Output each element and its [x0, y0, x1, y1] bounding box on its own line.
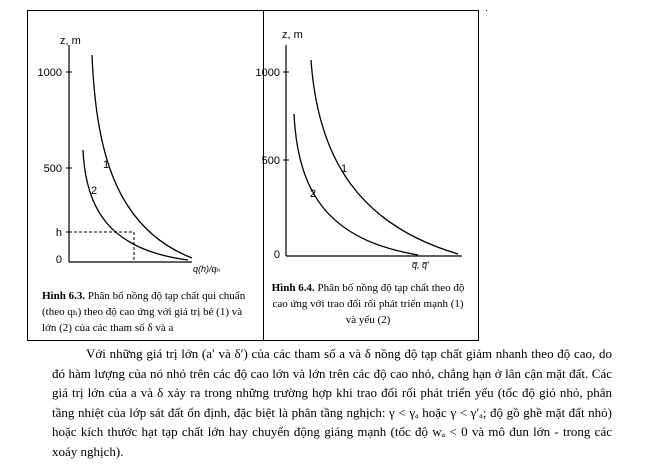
right-curve-2 — [294, 114, 418, 255]
left-y-tick-label: 0 — [55, 254, 62, 266]
left-curve-label: 1 — [103, 159, 110, 171]
left-y-tick-label: 1000 — [37, 67, 62, 79]
figure-left-chart — [38, 35, 221, 274]
right-y-tick-label: 500 — [261, 155, 280, 167]
right-y-tick-label: 0 — [273, 249, 280, 261]
paragraph-text: Với những giá trị lớn (a′ và δ′) của các tham số a và δ nồng độ tạp chất giảm nhanh theo độ cao, do đó hàm lượng của nó nhỏ trên các độ cao lớn và lớn trên các độ cao nhỏ, chẳng hạn ở lân cận mặt đất. Các giá trị lớn của a và δ xảy ra trong những trường hợp khi trao đổi rối phát triển yếu (tốc độ gió nhỏ, phân tầng nhiệt của lớp sát đất ổn định, đặc biệt là phân tầng nghịch: γ < γₐ hoặc γ < γ′ₐ; độ gồ ghề mặt đất nhỏ) hoặc kích thước hạt tạp chất lớn hay chuyển động giáng mạnh (tốc độ wₐ < 0 và mô đun lớn - trong các xoáy nghịch). — [52, 346, 612, 459]
caption-number: Hình 6.3. — [42, 290, 86, 302]
left-y-tick-label: 500 — [43, 163, 62, 175]
left-y-tick-label: h — [55, 227, 62, 239]
caption-text: Phân bố nồng độ tạp chất theo độ cao ứng với trao đổi rối phát triển mạnh (1) và yếu (2) — [272, 282, 465, 326]
left-curve-label: 2 — [91, 185, 98, 197]
right-curve-label: 2 — [310, 188, 317, 200]
left-curve-1 — [92, 55, 192, 258]
left-x-label: q(h)/qₕ — [193, 264, 221, 274]
left-y-label: z, m — [60, 35, 81, 47]
caption-number: Hình 6.4. — [271, 282, 315, 294]
body-paragraph — [52, 344, 612, 462]
right-x-label: q̅, q̅' — [412, 260, 429, 270]
figure-left-caption — [42, 288, 257, 336]
right-y-tick-label: 1000 — [255, 67, 280, 79]
right-curve-1 — [311, 60, 458, 254]
right-y-label: z, m — [282, 29, 303, 41]
caption-text: Phân bố nồng độ tạp chất qui chuẩn (theo qₕ) theo độ cao ứng với giá trị bé (1) và lớn (2) của các tham số δ và a — [42, 290, 246, 334]
right-curve-label: 1 — [341, 163, 348, 175]
figure-right-caption — [268, 280, 468, 328]
figure-right-chart — [256, 29, 462, 270]
left-curve-2 — [83, 150, 188, 260]
